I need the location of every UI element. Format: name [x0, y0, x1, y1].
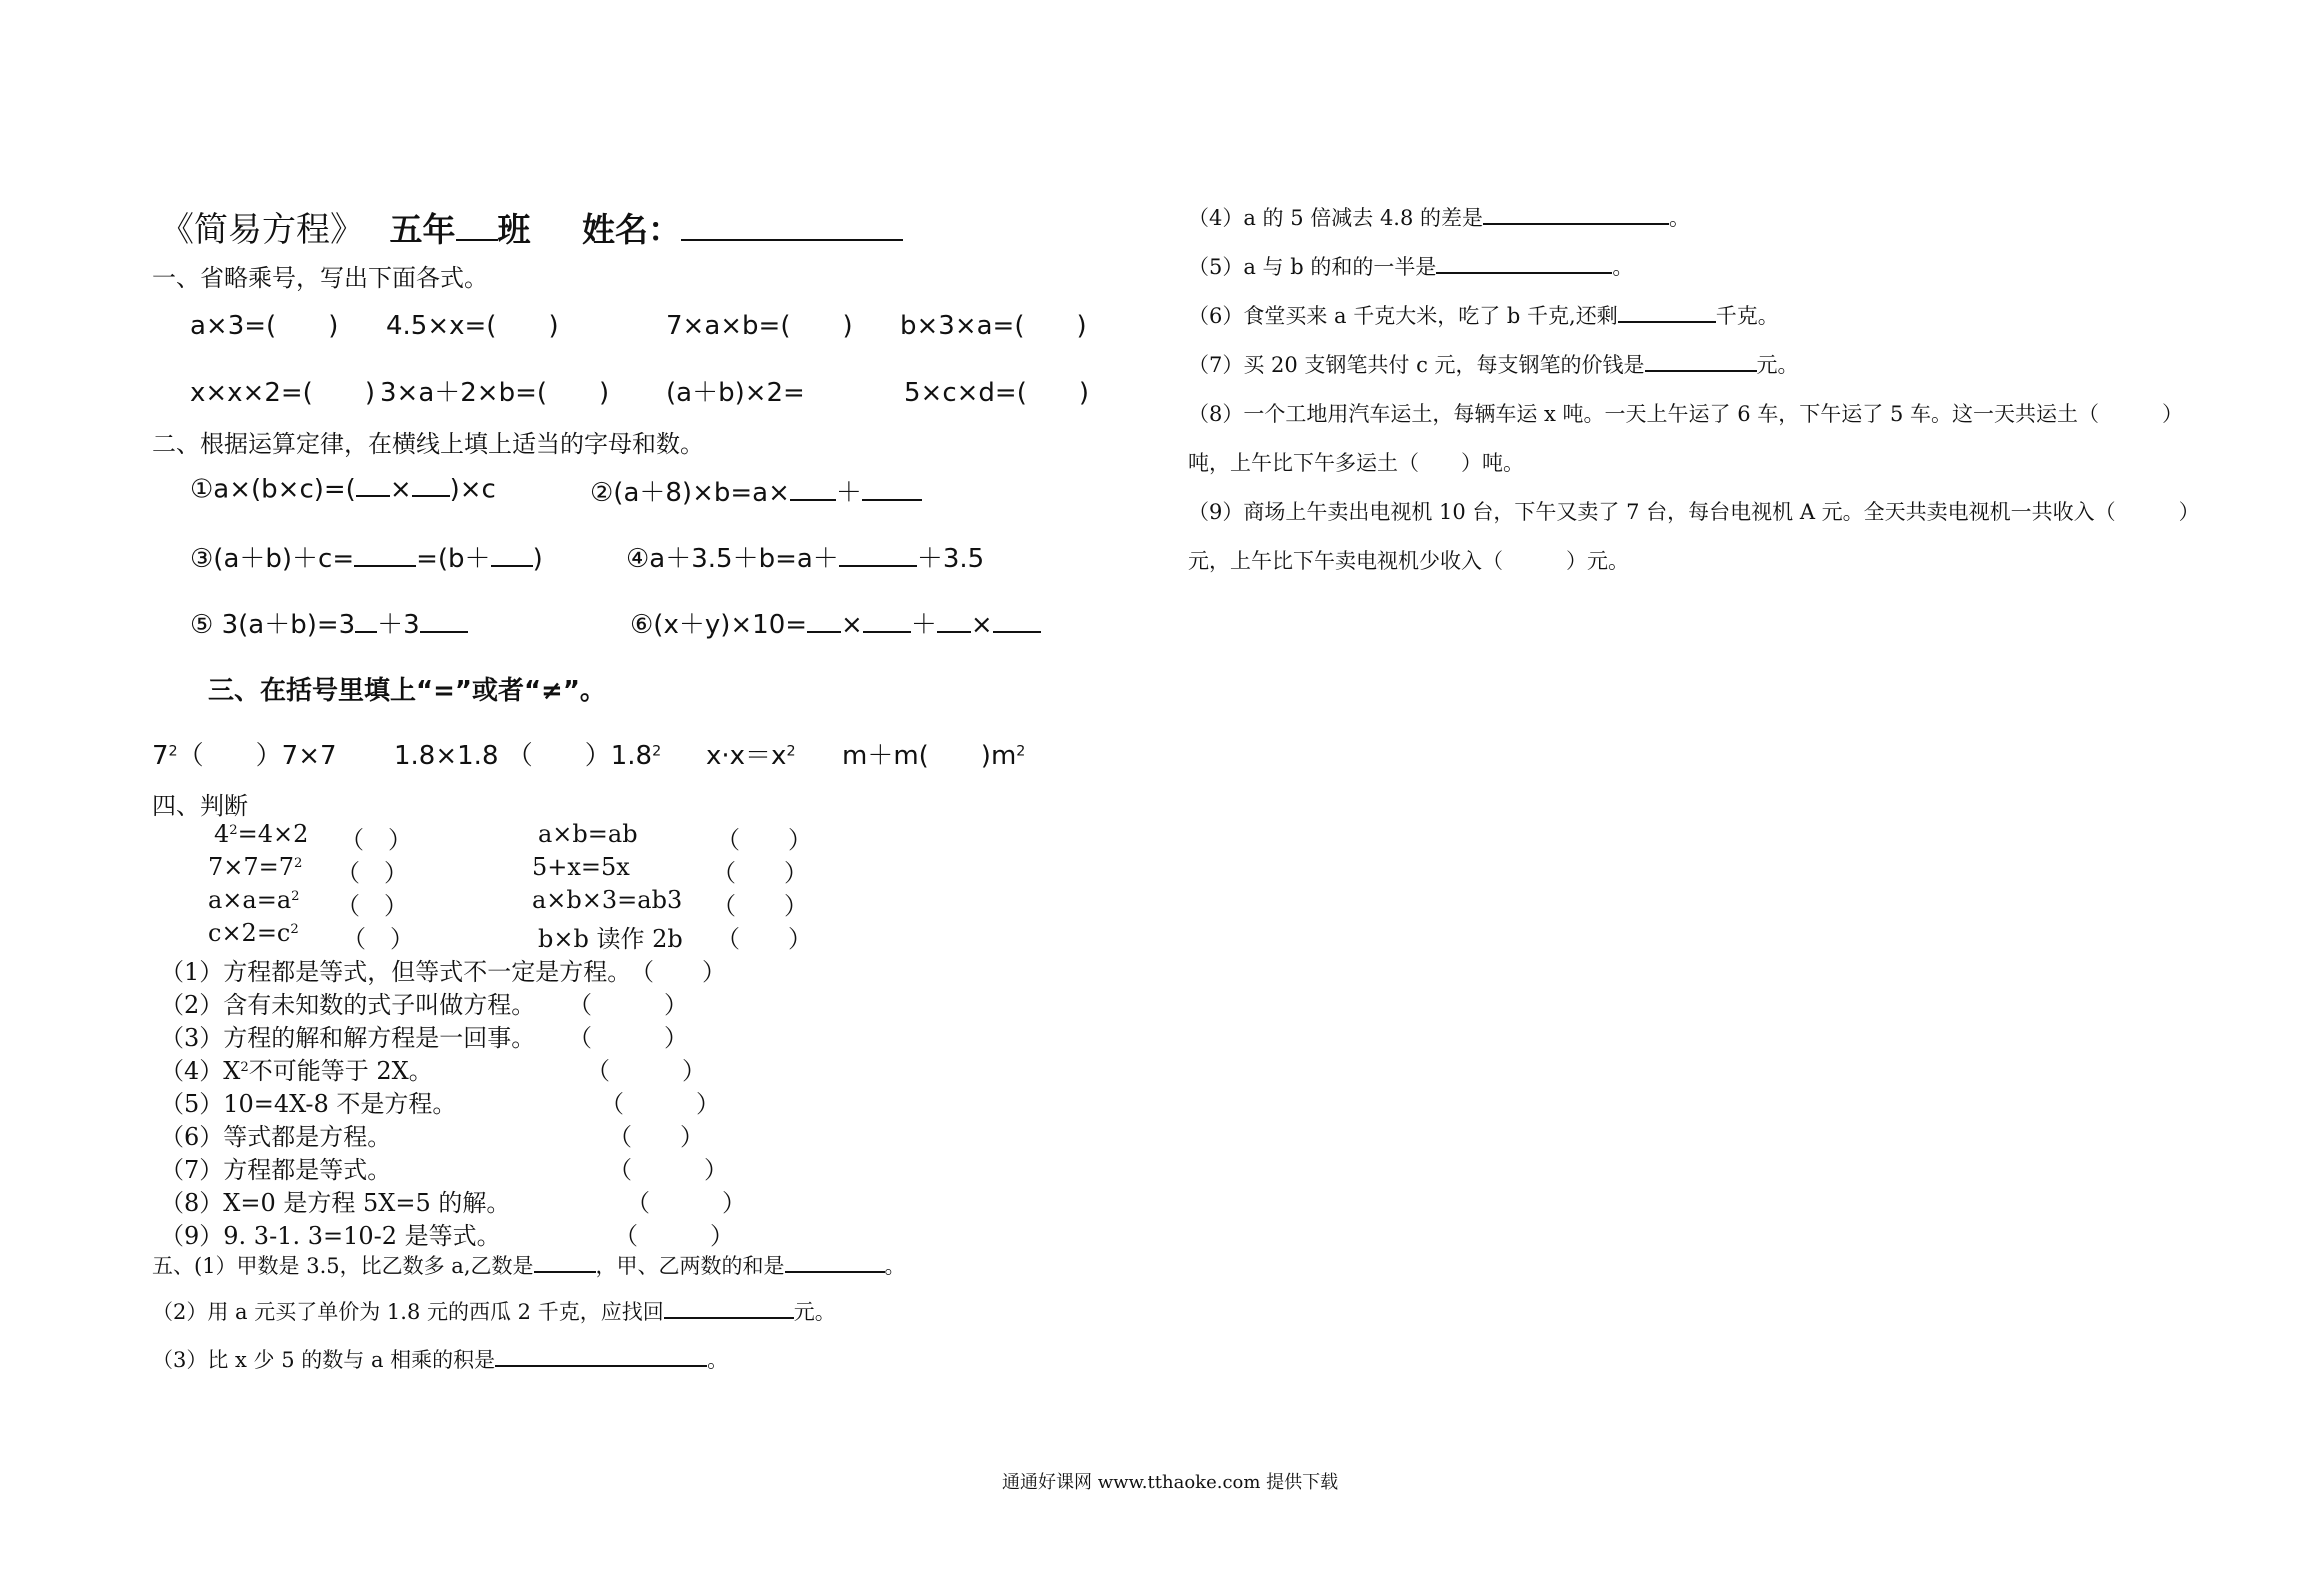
- judge-paren-1[interactable]: （ ）: [630, 958, 726, 986]
- right-q5: （5）a 与 b 的和的一半是 。: [1188, 255, 1634, 279]
- judge-item-9: （9）9. 3-1. 3=10-2 是等式。: [160, 1222, 501, 1250]
- s4-right-4-paren[interactable]: （ ）: [716, 925, 812, 953]
- judge-paren-3[interactable]: （ ）: [568, 1024, 688, 1052]
- s2-item-4: ④a＋3.5＋b=a＋ ＋3.5: [626, 538, 984, 575]
- blank[interactable]: [937, 608, 971, 633]
- s1-r1-c1: a×3=( ): [190, 311, 339, 341]
- right-q8-line2: 吨，上午比下午多运土（ ）吨。: [1188, 451, 1524, 475]
- right-q7: （7）买 20 支钢笔共付 c 元，每支钢笔的价钱是 元。: [1188, 353, 1799, 377]
- s4-left-4: $c\times 2=c^2$: [208, 919, 299, 947]
- s4-right-3-paren[interactable]: （ ）: [712, 892, 808, 920]
- section-1-heading: 一、省略乘号，写出下面各式。: [152, 264, 488, 292]
- right-q6: （6）食堂买来 a 千克大米，吃了 b 千克,还剩 千克。: [1188, 304, 1779, 328]
- blank[interactable]: [807, 608, 841, 633]
- s3-item-a: $7^2$（ ）7×7: [152, 741, 337, 771]
- judge-item-2: （2）含有未知数的式子叫做方程。: [160, 991, 536, 1019]
- blank[interactable]: [993, 608, 1041, 633]
- s4-left-3-paren[interactable]: （ ）: [336, 892, 408, 920]
- judge-paren-4[interactable]: （ ）: [586, 1057, 706, 1085]
- answer-blank[interactable]: [495, 1346, 707, 1367]
- s1-r1-c3: 7×a×b=( ): [666, 311, 853, 341]
- s1-r1-c2: 4.5×x=( ): [386, 311, 559, 341]
- right-q8-line1: （8）一个工地用汽车运土，每辆车运 x 吨。一天上午运了 6 车，下午运了 5 车。这一天共运土（ ）: [1188, 402, 2183, 426]
- blank[interactable]: [412, 472, 450, 497]
- s4-left-4-paren[interactable]: （ ）: [342, 925, 414, 953]
- s4-left-1: $4^2=4\times 2$: [214, 820, 309, 848]
- judge-item-6: （6）等式都是方程。: [160, 1123, 392, 1151]
- s4-right-2: 5+x=5x: [532, 853, 630, 881]
- s4-right-1-paren[interactable]: （ ）: [716, 826, 812, 854]
- s2-item-2: ②(a＋8)×b=a× ＋: [590, 472, 922, 509]
- s4-left-2-paren[interactable]: （ ）: [336, 859, 408, 887]
- footer-credit: 通通好课网 www.tthaoke.com 提供下载: [1002, 1472, 1339, 1493]
- right-q9-line2: 元，上午比下午卖电视机少收入（ ）元。: [1188, 549, 1629, 573]
- s2-item-1: ①a×(b×c)=( × )×c: [190, 472, 496, 504]
- s2-item-3: ③(a＋b)＋c= =(b＋ ): [190, 538, 543, 575]
- s4-left-2: $7\times 7=7^2$: [208, 853, 303, 881]
- s1-r2-c4: 5×c×d=( ): [904, 378, 1089, 408]
- s1-r2-c1: x×x×2=( ): [190, 378, 375, 408]
- blank[interactable]: [491, 542, 533, 567]
- judge-item-8: （8）X=0 是方程 5X=5 的解。: [160, 1189, 511, 1217]
- s4-right-4: b×b 读作 2b: [538, 925, 683, 953]
- answer-blank[interactable]: [1645, 351, 1757, 372]
- judge-item-3: （3）方程的解和解方程是一回事。: [160, 1024, 536, 1052]
- s1-r1-c4: b×3×a=( ): [900, 311, 1087, 341]
- s5-q2: （2）用 a 元买了单价为 1.8 元的西瓜 2 千克，应找回 元。: [152, 1300, 836, 1324]
- section-4-heading: 四、判断: [152, 792, 248, 820]
- answer-blank[interactable]: [664, 1298, 794, 1319]
- section-3-heading: 三、在括号里填上“=”或者“≠”。: [208, 676, 606, 706]
- blank[interactable]: [862, 476, 922, 501]
- answer-blank[interactable]: [1618, 302, 1716, 323]
- s3-item-c: $x\cdot x=x^2$: [706, 741, 796, 771]
- judge-paren-5[interactable]: （ ）: [600, 1090, 720, 1118]
- blank[interactable]: [354, 542, 416, 567]
- s5-q1: 五、(1）甲数是 3.5，比乙数多 a,乙数是 ，甲、乙两数的和是 。: [152, 1254, 906, 1278]
- judge-paren-9[interactable]: （ ）: [614, 1222, 734, 1250]
- s3-item-b: 1.8×1.8 （ ）$1.8^2$: [394, 741, 662, 771]
- right-q4: （4）a 的 5 倍减去 4.8 的差是 。: [1188, 206, 1691, 230]
- blank[interactable]: [356, 472, 390, 497]
- s4-right-1: a×b=ab: [538, 820, 638, 848]
- s4-left-1-paren[interactable]: （ ）: [340, 826, 412, 854]
- s3-item-d: m＋m( )$m^2$: [842, 741, 1026, 771]
- worksheet-title: 《简易方程》 五年 班 姓名：: [160, 202, 903, 251]
- right-q9-line1: （9）商场上午卖出电视机 10 台，下午又卖了 7 台，每台电视机 A 元。全天共卖电视机一共收入（ ）: [1188, 500, 2200, 524]
- s4-right-2-paren[interactable]: （ ）: [712, 859, 808, 887]
- s1-r2-c3: (a＋b)×2=: [666, 378, 805, 408]
- name-blank[interactable]: [681, 209, 903, 241]
- judge-paren-6[interactable]: （ ）: [608, 1123, 704, 1151]
- judge-paren-2[interactable]: （ ）: [568, 991, 688, 1019]
- s5-q3: （3）比 x 少 5 的数与 a 相乘的积是 。: [152, 1348, 729, 1372]
- answer-blank[interactable]: [534, 1252, 596, 1273]
- class-blank[interactable]: [456, 209, 498, 241]
- judge-paren-8[interactable]: （ ）: [626, 1189, 746, 1217]
- blank[interactable]: [790, 476, 836, 501]
- answer-blank[interactable]: [1483, 204, 1669, 225]
- judge-item-1: （1）方程都是等式，但等式不一定是方程。: [160, 958, 632, 986]
- answer-blank[interactable]: [785, 1252, 885, 1273]
- s2-item-5: ⑤ 3(a＋b)=3 ＋3: [190, 604, 468, 641]
- blank[interactable]: [420, 608, 468, 633]
- section-2-heading: 二、根据运算定律，在横线上填上适当的字母和数。: [152, 430, 704, 458]
- s2-item-6: ⑥(x＋y)×10= × ＋ ×: [630, 604, 1041, 641]
- s4-right-3: a×b×3=ab3: [532, 886, 683, 914]
- judge-item-5: （5）10=4X-8 不是方程。: [160, 1090, 457, 1118]
- judge-item-7: （7）方程都是等式。: [160, 1156, 392, 1184]
- s4-left-3: $a\times a=a^2$: [208, 886, 300, 914]
- blank[interactable]: [839, 542, 917, 567]
- judge-paren-7[interactable]: （ ）: [608, 1156, 728, 1184]
- judge-item-4: $(4)X^2$不可能等于 2X。: [160, 1057, 433, 1085]
- blank[interactable]: [863, 608, 911, 633]
- blank[interactable]: [355, 608, 377, 633]
- s1-r2-c2: 3×a＋2×b=( ): [380, 378, 610, 408]
- answer-blank[interactable]: [1436, 253, 1612, 274]
